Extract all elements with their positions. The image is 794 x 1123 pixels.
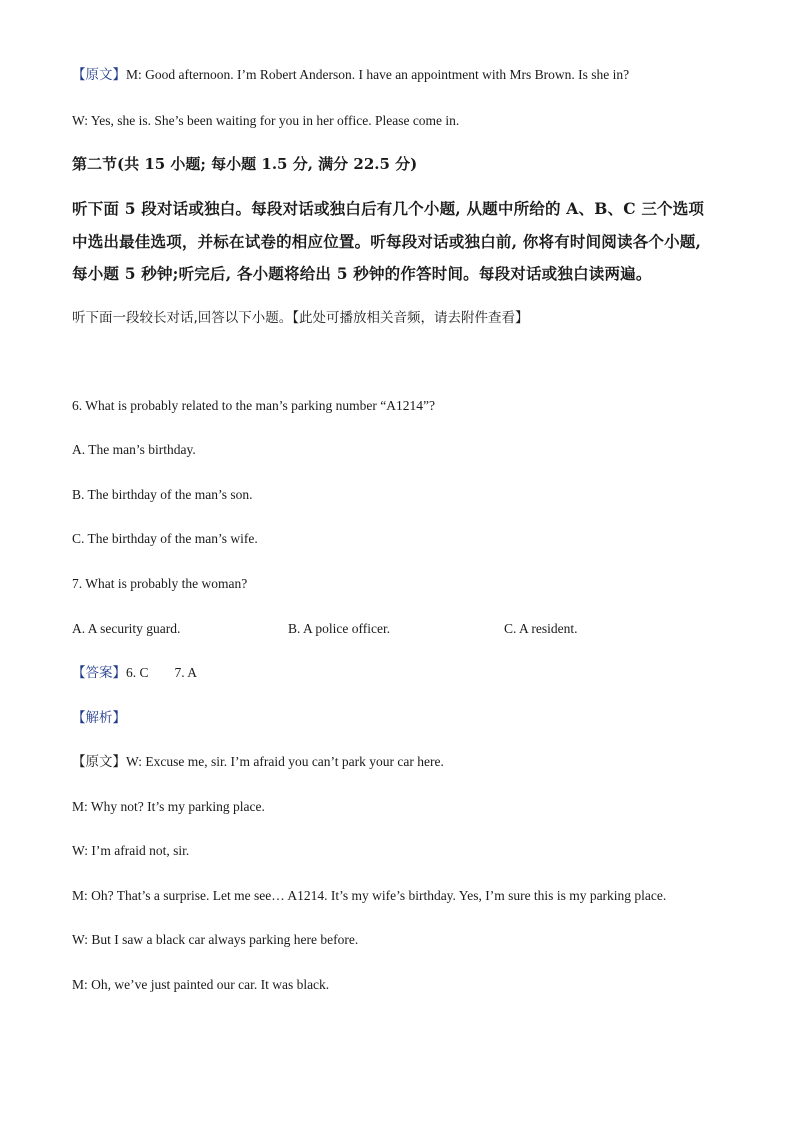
transcript-tag: 【原文】 [72,67,126,82]
transcript-line-2: W: Yes, she is. She’s been waiting for you in her office. Please come in. [72,113,460,128]
answer-6: 6. C [126,665,149,680]
question-7-option-c: C. A resident. [504,621,578,636]
transcript-line-1 [72,66,629,84]
question-6-stem: 6. What is probably related to the man’s parking number “A1214”? [72,398,436,413]
transcript2-line-6: M: Oh, we’ve just painted our car. It was black. [72,977,330,992]
question-6-option-b: B. The birthday of the man’s son. [72,487,253,502]
analysis-line [72,709,126,727]
section-heading: 第二节(共 15 小题; 每小题 1.5 分, 满分 22.5 分) [72,155,418,173]
analysis-tag: 【解析】 [72,710,126,725]
transcript2-line-2: M: Why not? It’s my parking place. [72,799,265,814]
transcript2-line-1 [72,753,444,771]
transcript-text: M: Good afternoon. I’m Robert Anderson. I have an appointment with Mrs Brown. Is she in? [126,67,630,82]
transcript2-line-5: W: But I saw a black car always parking here before. [72,932,359,947]
answer-7: 7. A [174,665,198,680]
instruction-line-3: 每小题 5 秒钟;听完后, 各小题将给出 5 秒钟的作答时间。每段对话或独白读两遍。 [72,264,652,283]
answer-line [72,664,197,682]
transcript2-line-3: W: I’m afraid not, sir. [72,843,190,858]
question-7-option-a: A. A security guard. [72,621,181,636]
audio-note: 听下面一段较长对话,回答以下小题。【此处可播放相关音频，请去附件查看】 [72,310,529,326]
question-6-option-a: A. The man’s birthday. [72,442,196,457]
transcript2-tag: 【原文】 [72,754,126,769]
question-7-option-b: B. A police officer. [288,621,391,636]
question-7-stem: 7. What is probably the woman? [72,576,248,591]
transcript2-line-4: M: Oh? That’s a surprise. Let me see… A1214. It’s my wife’s birthday. Yes, I’m sure this is my parking place. [72,888,667,903]
transcript2-text: W: Excuse me, sir. I’m afraid you can’t park your car here. [126,754,444,769]
question-6-option-c: C. The birthday of the man’s wife. [72,531,258,546]
instruction-line-2: 中选出最佳选项，并标在试卷的相应位置。听每段对话或独白前, 你将有时间阅读各个小题, [72,232,702,251]
instruction-line-1: 听下面 5 段对话或独白。每段对话或独白后有几个小题, 从题中所给的 A、B、C 三个选项 [72,199,705,218]
answer-tag: 【答案】 [72,665,126,680]
